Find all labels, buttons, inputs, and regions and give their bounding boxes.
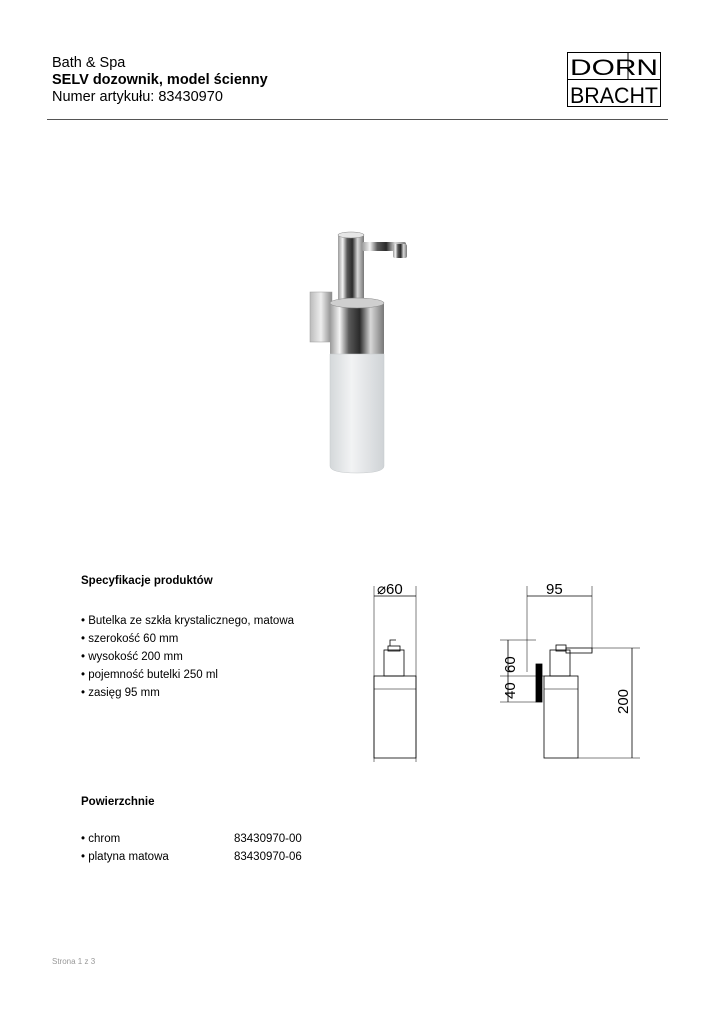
dim-60: 60 xyxy=(502,656,519,673)
surface-code: 83430970-06 xyxy=(234,851,302,863)
logo-line2: BRACHT xyxy=(570,83,658,107)
dim-reach: 95 xyxy=(546,581,563,598)
list-item: • wysokość 200 mm xyxy=(81,651,183,663)
list-item xyxy=(81,833,302,845)
dim-40: 40 xyxy=(502,682,519,699)
header-block xyxy=(52,55,268,106)
list-item: • pojemność butelki 250 ml xyxy=(81,669,218,681)
surface-name: • platyna matowa xyxy=(81,851,169,863)
page-number: Strona 1 z 3 xyxy=(52,957,96,966)
list-item: • Butelka ze szkła krystalicznego, matowa xyxy=(81,615,295,627)
list-item: • szerokość 60 mm xyxy=(81,633,179,645)
surface-code: 83430970-00 xyxy=(234,833,302,845)
dornbracht-logo xyxy=(567,52,661,107)
logo-line1: DORN xyxy=(570,55,658,80)
specs-list xyxy=(81,612,294,702)
specs-title: Specyfikacje produktów xyxy=(81,575,213,587)
category-label: Bath & Spa xyxy=(52,55,126,71)
surface-name: • chrom xyxy=(81,833,121,845)
product-image xyxy=(300,226,420,476)
surfaces-title: Powierzchnie xyxy=(81,796,155,808)
product-title: SELV dozownik, model ścienny xyxy=(52,72,268,88)
dim-height: 200 xyxy=(615,688,632,714)
dim-diameter: ⌀60 xyxy=(377,581,403,598)
list-item: • zasięg 95 mm xyxy=(81,687,160,699)
article-number: Numer artykułu: 83430970 xyxy=(52,89,223,105)
list-item xyxy=(81,851,302,863)
technical-drawing xyxy=(360,572,650,772)
header-divider xyxy=(47,119,668,120)
